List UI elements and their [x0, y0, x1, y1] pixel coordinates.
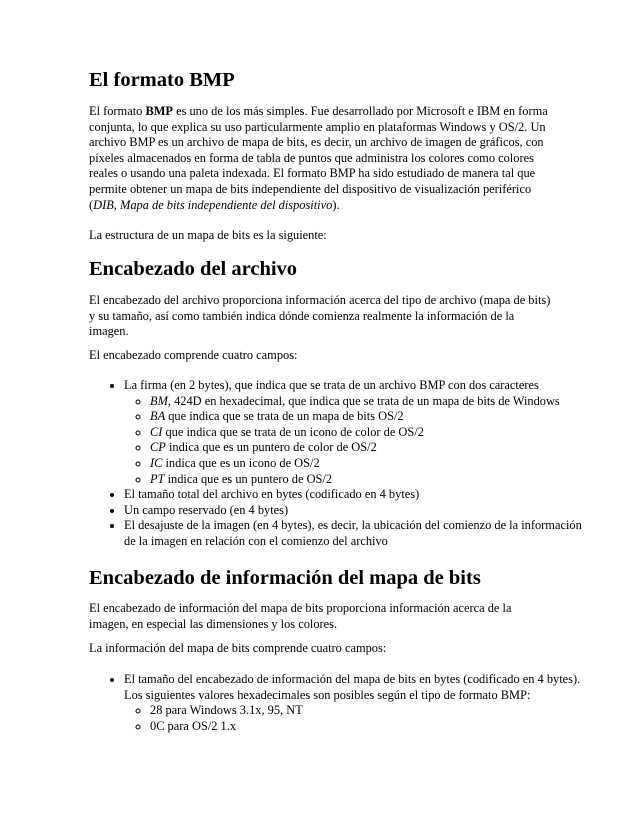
bitmap-info-fields-intro: La información del mapa de bits comprende cuatro campos:: [89, 641, 387, 655]
list-item: ◦ IC indica que es un icono de OS/2: [150, 456, 584, 472]
section-title-file-header: Encabezado del archivo: [89, 258, 298, 280]
intro-paragraph: El formato BMP es uno de los más simples. Fue desarrollado por Microsoft e IBM en forma conjunta, lo que explica su uso particularmente amplio en plataformas Windows y OS/2. Un archivo BMP es un archivo de mapa de bits, es decir, un archivo de imagen de gráficos, con píxeles almacenados en forma de tabla de puntos que administra los colores como colores reales o usando una paleta indexada. El formato BMP ha sido estudiado de manera tal que permite obtener un mapa de bits independiente del dispositivo de visualización periférico (DIB, Mapa de bits independiente del dispositivo).: [89, 104, 548, 212]
file-header-list: [89, 378, 584, 550]
file-header-fields-intro: El encabezado comprende cuatro campos:: [89, 348, 298, 362]
list-item: • El tamaño del encabezado de información del mapa de bits en bytes (codificado en 4 bytes). Los siguientes valores hexadecimales son posibles según el tipo de formato BMP: ◦ 28 para Windows 3.1x, 95, NT ◦ 0C para OS/2 1.x: [124, 672, 584, 734]
file-header-paragraph: El encabezado del archivo proporciona información acerca del tipo de archivo (mapa de bits) y su tamaño, así como también indica dónde comienza realmente la información de la imagen.: [89, 293, 551, 339]
bitmap-info-list: [89, 672, 584, 734]
list-item: ◦ BA que indica que se trata de un mapa de bits OS/2: [150, 409, 584, 425]
list-item: ◦ CP indica que es un puntero de color de OS/2: [150, 440, 584, 456]
list-item: • La firma (en 2 bytes), que indica que se trata de un archivo BMP con dos caracteres ◦ BM, 424D en hexadecimal, que indica que se trata de un mapa de bits de Windows ◦ BA que indica que se trata de un mapa de bits OS/2 ◦ CI que indica que se trata de un icono de color de OS/2 ◦ CP indica que es un puntero de color de OS/2 ◦ IC indica que es un icono de OS/2 ◦ PT indica que es un puntero de OS/2: [124, 378, 584, 487]
list-item: ◦ 0C para OS/2 1.x: [150, 719, 584, 735]
list-item: • El desajuste de la imagen (en 4 bytes), es decir, la ubicación del comienzo de la información de la imagen en relación con el comienzo del archivo: [124, 518, 584, 549]
section-title-bitmap-info-header: Encabezado de información del mapa de bits: [89, 567, 481, 589]
structure-intro: La estructura de un mapa de bits es la siguiente:: [89, 228, 327, 242]
signature-sublist: [124, 394, 584, 488]
bitmap-info-paragraph: El encabezado de información del mapa de bits proporciona información acerca de la imagen, en especial las dimensiones y los colores.: [89, 601, 512, 631]
list-item: • Un campo reservado (en 4 bytes): [124, 503, 584, 519]
list-item: ◦ CI que indica que se trata de un icono de color de OS/2: [150, 425, 584, 441]
section-title-bmp-format: El formato BMP: [89, 69, 235, 91]
list-item: ◦ BM, 424D en hexadecimal, que indica que se trata de un mapa de bits de Windows: [150, 394, 584, 410]
list-item: ◦ 28 para Windows 3.1x, 95, NT: [150, 703, 584, 719]
list-item: ◦ PT indica que es un puntero de OS/2: [150, 472, 584, 488]
list-item: • El tamaño total del archivo en bytes (codificado en 4 bytes): [124, 487, 584, 503]
header-size-sublist: [124, 703, 584, 734]
